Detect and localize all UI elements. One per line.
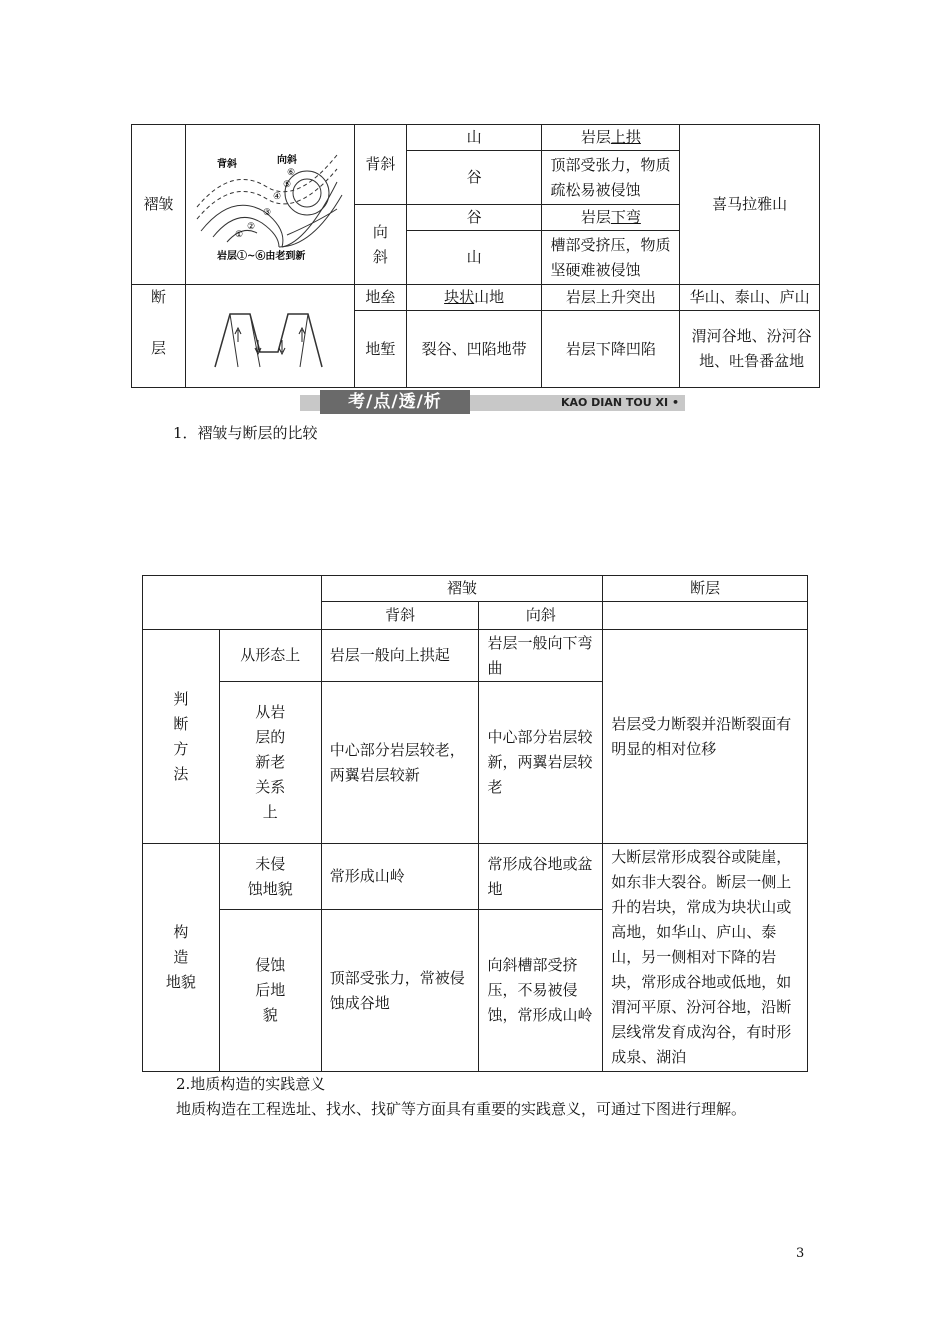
syncline-header: 向斜 <box>479 602 603 630</box>
fault-block-figure <box>210 292 330 372</box>
terrain-cell: 山 <box>406 231 542 285</box>
banner-english: KAO DIAN TOU XI • <box>560 396 679 409</box>
banner-title: 考/点/透/析 <box>320 390 470 414</box>
anticline-label: 背斜 <box>354 125 406 205</box>
graben-terrain: 裂谷、凹陷地带 <box>406 311 542 388</box>
fault-label-bottom: 层 <box>132 311 186 388</box>
fault-landform: 大断层常形成裂谷或陡崖，如东非大裂谷。断层一侧上升的岩块，常成为块状山或高地，如华山、庐山、泰山，另一侧相对下降的岩块，常形成谷地或低地，如渭河平原、汾河谷地，沿断层线常发育成沟谷，有时形成泉、湖泊 <box>603 844 808 1072</box>
section2-title: 2.地质构造的实践意义 <box>176 1075 326 1093</box>
fold-caption: 岩层①~⑥由老到新 <box>217 250 306 262</box>
age-anticline: 中心部分岩层较老，两翼岩层较新 <box>321 682 479 844</box>
layer-mark: ③ <box>263 207 272 218</box>
terrain-cell: 谷 <box>406 151 542 205</box>
section-banner <box>300 390 685 414</box>
age-label: 从岩 层的 新老 关系 上 <box>219 682 321 844</box>
anticline-header: 背斜 <box>321 602 479 630</box>
uneroded-anticline: 常形成山岭 <box>321 844 479 910</box>
fault-subheader <box>603 602 808 630</box>
judge-method-label: 判 断 方 法 <box>143 630 220 844</box>
fold-example: 喜马拉雅山 <box>680 125 820 285</box>
fold-diagram <box>185 125 354 285</box>
cause-cell: 顶部受张力，物质疏松易被侵蚀 <box>542 151 680 205</box>
shape-anticline: 岩层一般向上拱起 <box>321 630 479 682</box>
corner-cell <box>143 576 322 630</box>
layer-mark: ① <box>235 229 244 240</box>
section1-title: 1．褶皱与断层的比较 <box>173 424 318 442</box>
uneroded-label: 未侵 蚀地貌 <box>219 844 321 910</box>
fault-label-top: 断 <box>132 285 186 311</box>
fault-header: 断层 <box>603 576 808 602</box>
fault-judge: 岩层受力断裂并沿断裂面有明显的相对位移 <box>603 630 808 844</box>
horst-terrain: 块状山地 <box>406 285 542 311</box>
graben-example: 渭河谷地、汾河谷地、吐鲁番盆地 <box>680 311 820 388</box>
graben-label: 地堑 <box>354 311 406 388</box>
horst-label: 地垒 <box>354 285 406 311</box>
fold-header: 褶皱 <box>321 576 603 602</box>
cause-cell: 岩层上拱 <box>542 125 680 151</box>
layer-mark: ⑤ <box>283 179 292 190</box>
layer-mark: ② <box>247 221 256 232</box>
eroded-label: 侵蚀 后地 貌 <box>219 910 321 1072</box>
eroded-syncline: 向斜槽部受挤压，不易被侵蚀，常形成山岭 <box>479 910 603 1072</box>
fold-label-syncline: 向斜 <box>277 154 298 166</box>
eroded-anticline: 顶部受张力，常被侵蚀成谷地 <box>321 910 479 1072</box>
cause-cell: 岩层下弯 <box>542 205 680 231</box>
fault-diagram <box>185 285 354 388</box>
cause-cell: 槽部受挤压，物质坚硬难被侵蚀 <box>542 231 680 285</box>
comparison-table <box>142 575 808 1072</box>
shape-syncline: 岩层一般向下弯曲 <box>479 630 603 682</box>
structure-table <box>131 124 820 388</box>
terrain-cell: 山 <box>406 125 542 151</box>
horst-example: 华山、泰山、庐山 <box>680 285 820 311</box>
fold-label-anticline: 背斜 <box>217 158 238 170</box>
graben-cause: 岩层下降凹陷 <box>542 311 680 388</box>
landform-label: 构 造 地貌 <box>143 844 220 1072</box>
section2-text: 地质构造在工程选址、找水、找矿等方面具有重要的实践意义，可通过下图进行理解。 <box>176 1100 747 1118</box>
fold-label: 褶皱 <box>132 125 186 285</box>
shape-label: 从形态上 <box>219 630 321 682</box>
age-syncline: 中心部分岩层较新，两翼岩层较老 <box>479 682 603 844</box>
horst-cause: 岩层上升突出 <box>542 285 680 311</box>
uneroded-syncline: 常形成谷地或盆地 <box>479 844 603 910</box>
layer-mark: ④ <box>273 191 282 202</box>
layer-mark: ⑥ <box>287 167 296 178</box>
terrain-cell: 谷 <box>406 205 542 231</box>
fold-cross-section-figure <box>187 137 352 265</box>
syncline-label: 向 斜 <box>354 205 406 285</box>
page-number: 3 <box>796 1246 805 1261</box>
